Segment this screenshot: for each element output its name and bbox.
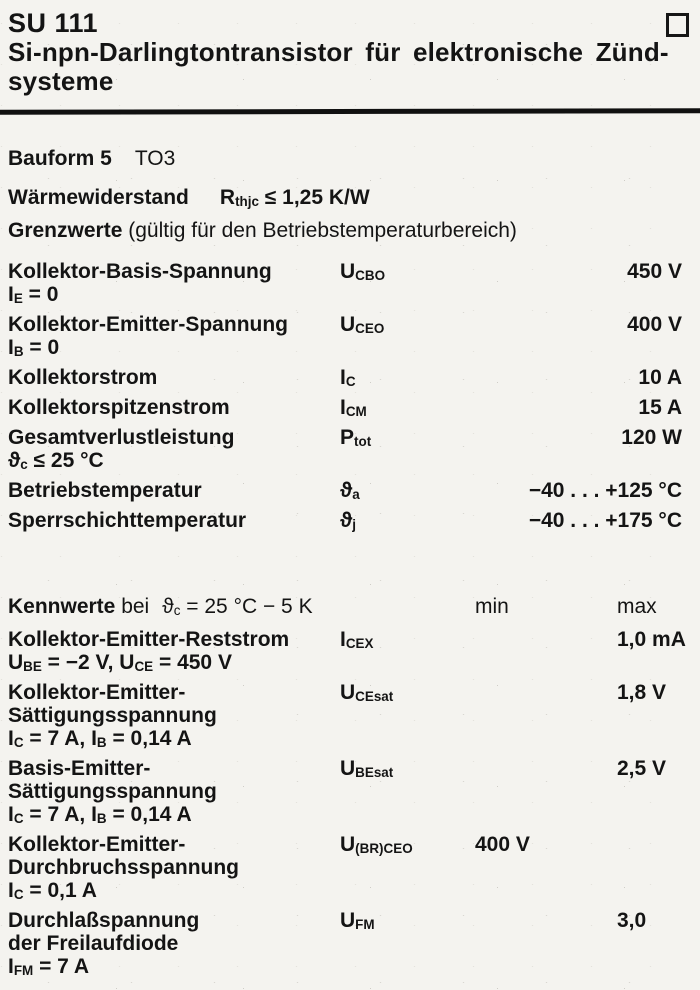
- row-label-line: Basis-Emitter-: [8, 757, 151, 780]
- row-label-line: Kollektor-Emitter-: [8, 833, 186, 856]
- row-value: 15 A: [638, 396, 682, 419]
- row-label-line: Gesamtverlustleistung: [8, 426, 235, 449]
- row-condition: $I_C = 0,1$ A: [8, 879, 97, 902]
- row-condition: $ϑ_c \le 25$ °C: [8, 449, 104, 472]
- row-max-value: 2,5 V: [617, 757, 667, 780]
- row-max-value: 1,8 V: [617, 681, 667, 704]
- row-max-value: 3,0: [617, 909, 647, 932]
- row-min-value: 400 V: [475, 833, 530, 856]
- row-label: [8, 313, 340, 359]
- row-label-line: Sättigungsspannung: [8, 704, 217, 727]
- section-heading-kennwerte: [8, 595, 690, 619]
- row-label: [8, 509, 340, 532]
- row-condition: $I_C = 7$ A, $I_B = 0,14$ A: [8, 803, 192, 826]
- thermal-resistance-line: [8, 186, 690, 210]
- row-symbol: $U_{CEO}$: [340, 313, 385, 336]
- row-label-line: Betriebstemperatur: [8, 479, 202, 502]
- row-label: [8, 909, 340, 978]
- table-row: [8, 366, 690, 389]
- row-symbol: $I_{CM}$: [340, 396, 367, 419]
- row-label-line: Kollektor-Emitter-Spannung: [8, 313, 289, 336]
- grenzwerte-heading-label: Grenzwerte: [8, 219, 123, 242]
- table-row: [8, 260, 690, 306]
- table-row: [8, 757, 690, 826]
- row-symbol: $I_{CEX}$: [340, 628, 374, 651]
- row-label: [8, 757, 340, 826]
- row-symbol: $ϑ_a$: [340, 479, 360, 502]
- row-label: [8, 833, 340, 902]
- row-label-line: Kollektor-Emitter-: [8, 681, 186, 704]
- row-label-line: Kollektorstrom: [8, 366, 158, 389]
- grenzwerte-heading-note: (gültig für den Betriebstemperaturbereich): [128, 219, 517, 242]
- row-label: [8, 260, 340, 306]
- row-label-line: der Freilaufdiode: [8, 932, 179, 955]
- row-label: [8, 366, 340, 389]
- corner-square-icon: [666, 13, 689, 37]
- column-header-max: max: [617, 595, 657, 618]
- row-label: [8, 396, 340, 419]
- row-condition: $U_{BE} = -2$ V, $U_{CE} = 450$ V: [8, 651, 232, 674]
- header-rule: [0, 108, 700, 114]
- table-row: [8, 909, 690, 978]
- row-label-line: Durchlaßspannung: [8, 909, 200, 932]
- table-row: [8, 396, 690, 419]
- table-row: [8, 479, 690, 502]
- table-row: [8, 681, 690, 750]
- row-symbol: $U_{BEsat}$: [340, 757, 394, 780]
- package-label: Bauform 5: [8, 147, 112, 170]
- row-label-line: Sättigungsspannung: [8, 780, 217, 803]
- row-label-line: Kollektorspitzenstrom: [8, 396, 230, 419]
- part-number: SU 111: [8, 8, 99, 38]
- device-title-line1: Si-npn-Darlingtontransistor für elektronische Zünd-: [8, 37, 669, 67]
- kennwerte-heading-condition: $ϑ_c = 25$ °C − 5 K: [162, 595, 313, 618]
- section-heading-grenzwerte: [8, 219, 690, 243]
- row-label: [8, 426, 340, 472]
- row-value: −40 . . . +125 °C: [528, 479, 682, 502]
- row-value: −40 . . . +175 °C: [528, 509, 682, 532]
- table-row: [8, 509, 690, 532]
- row-max-value: [617, 833, 690, 902]
- table-row: [8, 833, 690, 902]
- column-header-min: min: [475, 595, 509, 618]
- row-label: [8, 479, 340, 502]
- row-label: [8, 681, 340, 750]
- row-value: 450 V: [627, 260, 682, 283]
- row-label-line: Kollektor-Basis-Spannung: [8, 260, 272, 283]
- thermal-value: $R_{thjc} \le 1,25$ K/W: [219, 186, 370, 209]
- row-symbol: $ϑ_j$: [340, 509, 356, 532]
- table-row: [8, 628, 690, 674]
- row-min-value: [475, 757, 617, 826]
- row-min-value: [475, 681, 617, 750]
- kennwerte-table: [8, 628, 690, 978]
- row-symbol: $I_C$: [340, 366, 356, 389]
- row-label-line: Sperrschichttemperatur: [8, 509, 247, 532]
- package-value: TO3: [134, 147, 176, 170]
- row-symbol: $U_{(BR)CEO}$: [340, 833, 413, 856]
- kennwerte-heading-bei: bei: [121, 595, 150, 618]
- row-symbol: $P_{tot}$: [340, 426, 372, 449]
- row-value: 120 W: [621, 426, 682, 449]
- row-max-value: 1,0 mA: [617, 628, 686, 651]
- table-row: [8, 313, 690, 359]
- row-condition: $I_C = 7$ A, $I_B = 0,14$ A: [8, 727, 192, 750]
- row-min-value: [475, 628, 617, 674]
- kennwerte-heading-label: Kennwerte: [8, 595, 116, 618]
- row-min-value: [475, 909, 617, 978]
- row-value: 10 A: [638, 366, 682, 389]
- row-condition: $I_E = 0$: [8, 283, 59, 306]
- thermal-label: Wärmewiderstand: [8, 186, 189, 209]
- grenzwerte-table: [8, 260, 690, 532]
- row-symbol: $U_{CBO}$: [340, 260, 386, 283]
- row-symbol: $U_{CEsat}$: [340, 681, 394, 704]
- row-condition: $I_{FM} = 7$ A: [8, 955, 90, 978]
- row-label-line: Kollektor-Emitter-Reststrom: [8, 628, 290, 651]
- package-line: [8, 147, 690, 171]
- row-condition: $I_B = 0$: [8, 336, 60, 359]
- row-symbol: $U_{FM}$: [340, 909, 375, 932]
- device-title-line2: systeme: [8, 66, 114, 96]
- row-value: 400 V: [627, 313, 682, 336]
- row-label-line: Durchbruchsspannung: [8, 856, 240, 879]
- row-label: [8, 628, 340, 674]
- table-row: [8, 426, 690, 472]
- kennwerte-heading: [8, 595, 475, 619]
